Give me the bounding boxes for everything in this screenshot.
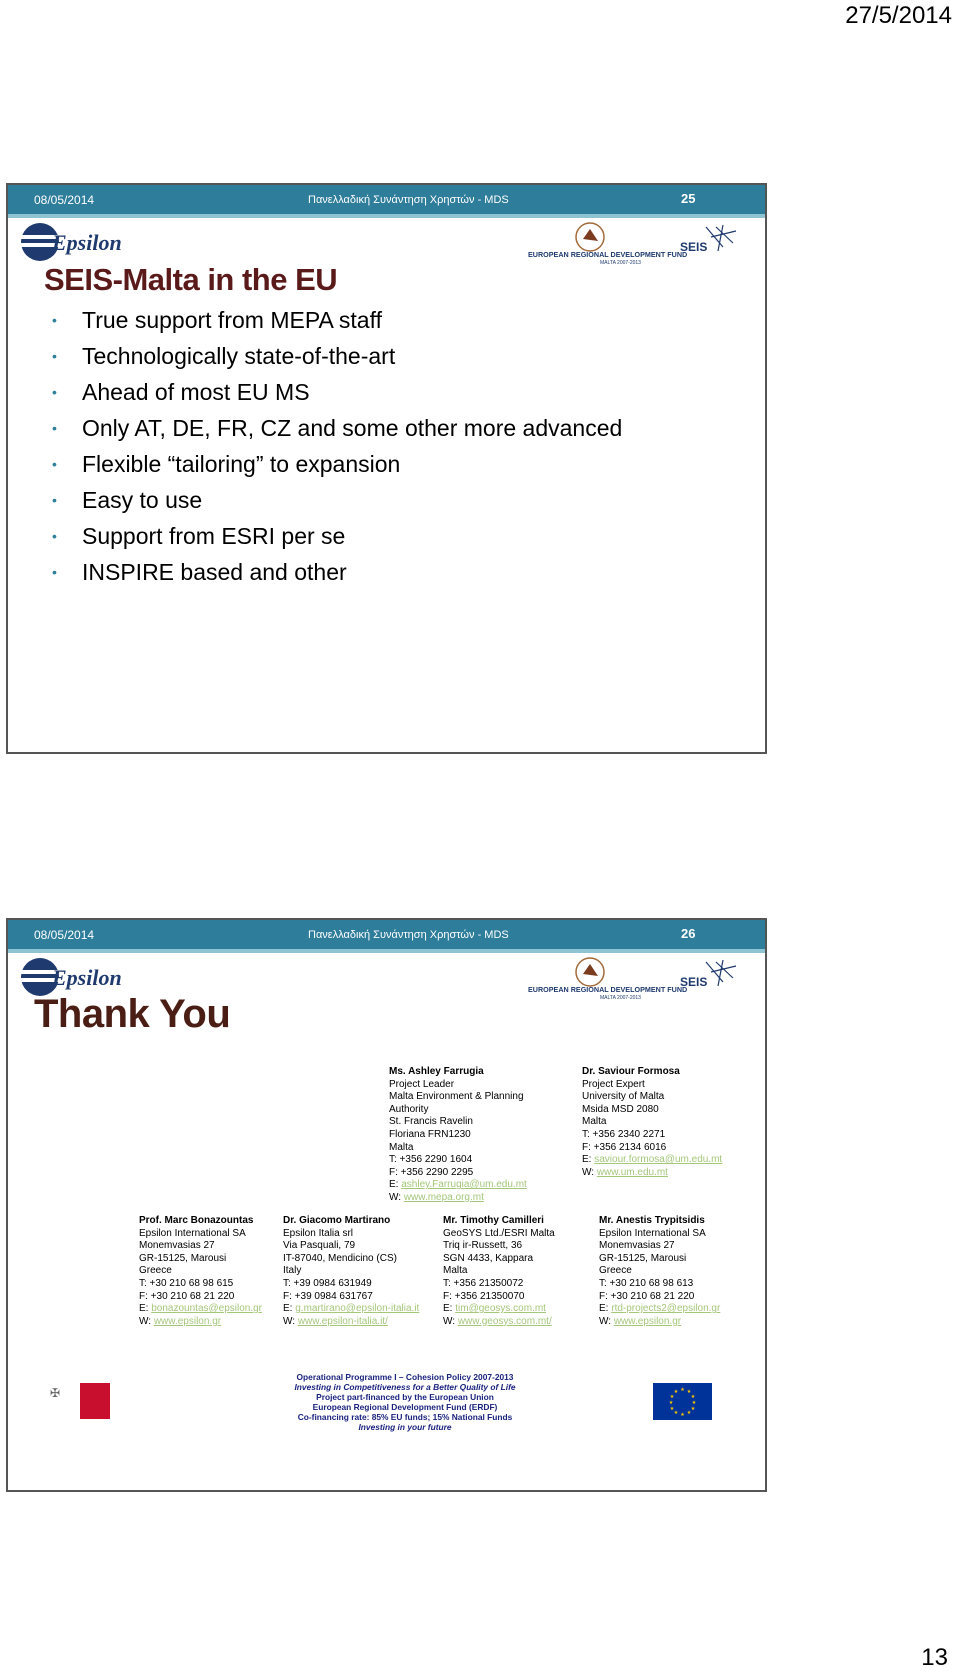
svg-text:★: ★ xyxy=(669,1394,675,1400)
slide-header xyxy=(8,920,765,953)
contact-line: T: +30 210 68 98 613 xyxy=(599,1277,694,1289)
svg-text:MALTA 2007-2013: MALTA 2007-2013 xyxy=(600,995,641,1001)
contact-name: Mr. Timothy Camilleri xyxy=(443,1215,544,1226)
contact-name: Ms. Ashley Farrugia xyxy=(389,1066,484,1077)
contact-name: Dr. Saviour Formosa xyxy=(582,1066,680,1077)
email-link[interactable]: tim@geosys.com.mt xyxy=(455,1303,546,1315)
bullet-item: • True support from MEPA staff xyxy=(52,302,622,338)
print-date: 27/5/2014 xyxy=(845,2,952,29)
contact-line: Monemvasias 27 xyxy=(139,1240,215,1252)
web-link[interactable]: www.epsilon-italia.it/ xyxy=(297,1315,388,1327)
web-link[interactable]: www.mepa.org.mt xyxy=(403,1191,484,1203)
contact-line: St. Francis Ravelin xyxy=(389,1116,473,1128)
contact-line: Greece xyxy=(139,1265,172,1277)
epsilon-logo xyxy=(18,220,148,264)
contact-line: T: +356 2290 1604 xyxy=(389,1154,473,1166)
web-link[interactable]: www.epsilon.gr xyxy=(153,1315,222,1327)
contact-card xyxy=(283,1215,419,1328)
email-link[interactable]: rtd-projects2@epsilon.gr xyxy=(611,1303,721,1315)
contact-email: E: bonazountas@epsilon.gr xyxy=(139,1303,263,1315)
contact-line: Msida MSD 2080 xyxy=(582,1103,659,1115)
slide-header xyxy=(8,185,765,218)
footer-line: European Regional Development Fund (ERDF) xyxy=(312,1402,498,1412)
contact-line: Triq ir-Russett, 36 xyxy=(443,1240,523,1252)
slide-meeting: Πανελλαδική Συνάντηση Χρηστών - MDS xyxy=(308,929,509,941)
slide-meeting: Πανελλαδική Συνάντηση Χρηστών - MDS xyxy=(308,194,509,206)
contact-line: Project Leader xyxy=(389,1078,455,1090)
svg-text:MALTA 2007-2013: MALTA 2007-2013 xyxy=(600,260,641,266)
contact-card xyxy=(582,1066,722,1179)
contact-line: SGN 4433, Kappara xyxy=(443,1252,534,1264)
contact-line: Authority xyxy=(389,1103,429,1115)
contact-card xyxy=(389,1066,527,1205)
slide-title: SEIS-Malta in the EU xyxy=(44,262,338,297)
contact-web: W: www.epsilon.gr xyxy=(599,1315,682,1327)
contact-name: Dr. Giacomo Martirano xyxy=(283,1215,391,1226)
email-link[interactable]: saviour.formosa@um.edu.mt xyxy=(594,1154,723,1166)
slide-title: Thank You xyxy=(34,992,231,1036)
malta-flag-icon xyxy=(80,1383,110,1419)
contact-line: Project Expert xyxy=(582,1078,645,1090)
contact-line: Floriana FRN1230 xyxy=(389,1128,471,1140)
svg-text:★: ★ xyxy=(669,1406,675,1412)
svg-text:EUROPEAN REGIONAL DEVELOPMENT: EUROPEAN REGIONAL DEVELOPMENT FUND xyxy=(528,985,688,994)
contact-line: T: +356 21350072 xyxy=(443,1277,524,1289)
web-link[interactable]: www.epsilon.gr xyxy=(613,1315,682,1327)
slide-date: 08/05/2014 xyxy=(34,193,95,207)
email-link[interactable]: g.martirano@epsilon-italia.it xyxy=(295,1303,420,1315)
svg-text:★: ★ xyxy=(690,1394,696,1400)
contact-email: E: tim@geosys.com.mt xyxy=(443,1303,546,1315)
svg-text:★: ★ xyxy=(690,1406,696,1412)
svg-text:★: ★ xyxy=(691,1400,697,1406)
contact-line: F: +356 2134 6016 xyxy=(582,1141,667,1153)
footer-line: Co-financing rate: 85% EU funds; 15% National Funds xyxy=(297,1412,513,1422)
contact-card xyxy=(599,1215,720,1328)
contact-web: W: www.epsilon-italia.it/ xyxy=(283,1315,388,1327)
svg-text:★: ★ xyxy=(680,1412,685,1418)
contact-line: Via Pasquali, 79 xyxy=(283,1240,356,1252)
bullet-item: • Ahead of most EU MS xyxy=(52,374,622,410)
footer-line: Investing in Competitiveness for a Better Quality of Life xyxy=(294,1382,516,1392)
contact-line: F: +356 21350070 xyxy=(443,1290,525,1302)
contact-line: Malta Environment & Planning xyxy=(389,1091,524,1103)
contact-line: T: +30 210 68 98 615 xyxy=(139,1277,234,1289)
eu-flag-icon xyxy=(653,1383,712,1420)
contact-line: T: +39 0984 631949 xyxy=(283,1277,372,1289)
contact-line: T: +356 2340 2271 xyxy=(582,1128,666,1140)
footer-line: Project part-financed by the European Union xyxy=(316,1392,494,1402)
svg-text:EUROPEAN REGIONAL DEVELOPMENT: EUROPEAN REGIONAL DEVELOPMENT FUND xyxy=(528,250,688,259)
contact-line: GR-15125, Marousi xyxy=(599,1252,687,1264)
contact-line: University of Malta xyxy=(582,1091,665,1103)
bullet-item: • Technologically state-of-the-art xyxy=(52,338,622,374)
contact-line: F: +39 0984 631767 xyxy=(283,1290,373,1302)
bullet-item: • Only AT, DE, FR, CZ and some other more advanced xyxy=(52,410,622,446)
contact-line: IT-87040, Mendicino (CS) xyxy=(283,1252,397,1264)
slide-date: 08/05/2014 xyxy=(34,928,95,942)
slide-26 xyxy=(6,918,767,1492)
contact-email: E: saviour.formosa@um.edu.mt xyxy=(582,1154,723,1166)
bullet-item: • INSPIRE based and other xyxy=(52,554,622,590)
web-link[interactable]: www.geosys.com.mt/ xyxy=(457,1315,552,1327)
contact-web: W: www.mepa.org.mt xyxy=(389,1191,484,1203)
bullet-list xyxy=(52,302,622,590)
svg-text:★: ★ xyxy=(686,1389,692,1395)
slide-number: 25 xyxy=(681,191,696,206)
bullet-item: • Easy to use xyxy=(52,482,622,518)
contact-email: E: ashley.Farrugia@um.edu.mt xyxy=(389,1179,527,1191)
svg-text:★: ★ xyxy=(668,1400,674,1406)
contact-email: E: g.martirano@epsilon-italia.it xyxy=(283,1303,420,1315)
svg-text:SEIS: SEIS xyxy=(680,240,708,254)
contact-line: Greece xyxy=(599,1265,632,1277)
page-number: 13 xyxy=(921,1644,948,1671)
footer-line: Operational Programme I – Cohesion Policy 2007-2013 xyxy=(296,1372,514,1382)
slide-25 xyxy=(6,183,767,754)
contact-name: Prof. Marc Bonazountas xyxy=(139,1215,254,1226)
malta-cross-icon: ✠ xyxy=(50,1386,61,1400)
erdf-seis-logo xyxy=(528,217,758,267)
bullet-item: • Flexible “tailoring” to expansion xyxy=(52,446,622,482)
contact-line: Malta xyxy=(443,1265,468,1277)
svg-text:★: ★ xyxy=(673,1410,679,1416)
epsilon-logo-text: Epsilon xyxy=(52,965,122,990)
email-link[interactable]: bonazountas@epsilon.gr xyxy=(151,1303,263,1315)
contact-line: Malta xyxy=(582,1116,607,1128)
web-link[interactable]: www.um.edu.mt xyxy=(596,1166,668,1178)
contact-email: E: rtd-projects2@epsilon.gr xyxy=(599,1303,721,1315)
contact-web: W: www.um.edu.mt xyxy=(582,1166,668,1178)
bullet-item: • Support from ESRI per se xyxy=(52,518,622,554)
svg-text:SEIS: SEIS xyxy=(680,975,708,989)
email-link[interactable]: ashley.Farrugia@um.edu.mt xyxy=(401,1179,527,1191)
contact-line: Epsilon International SA xyxy=(139,1227,246,1239)
contact-line: Epsilon International SA xyxy=(599,1227,706,1239)
contact-name: Mr. Anestis Trypitsidis xyxy=(599,1215,705,1226)
contact-line: F: +30 210 68 21 220 xyxy=(139,1290,235,1302)
contact-line: F: +356 2290 2295 xyxy=(389,1166,474,1178)
contact-card xyxy=(139,1215,262,1328)
svg-text:★: ★ xyxy=(680,1387,685,1393)
epsilon-logo-text: Epsilon xyxy=(52,230,122,255)
footer-line: Investing in your future xyxy=(358,1422,452,1432)
contact-line: Monemvasias 27 xyxy=(599,1240,675,1252)
erdf-seis-logo xyxy=(528,952,758,1002)
funding-footer xyxy=(240,1372,570,1432)
contact-line: GR-15125, Marousi xyxy=(139,1252,227,1264)
contact-card xyxy=(443,1215,555,1328)
contact-web: W: www.epsilon.gr xyxy=(139,1315,222,1327)
contact-line: Italy xyxy=(283,1265,302,1277)
contact-line: Malta xyxy=(389,1141,414,1153)
contact-line: Epsilon Italia srl xyxy=(283,1227,354,1239)
slide-number: 26 xyxy=(681,926,696,941)
svg-text:★: ★ xyxy=(673,1389,679,1395)
contact-line: GeoSYS Ltd./ESRI Malta xyxy=(443,1227,555,1239)
svg-text:★: ★ xyxy=(686,1410,692,1416)
contact-web: W: www.geosys.com.mt/ xyxy=(443,1315,552,1327)
contact-line: F: +30 210 68 21 220 xyxy=(599,1290,695,1302)
